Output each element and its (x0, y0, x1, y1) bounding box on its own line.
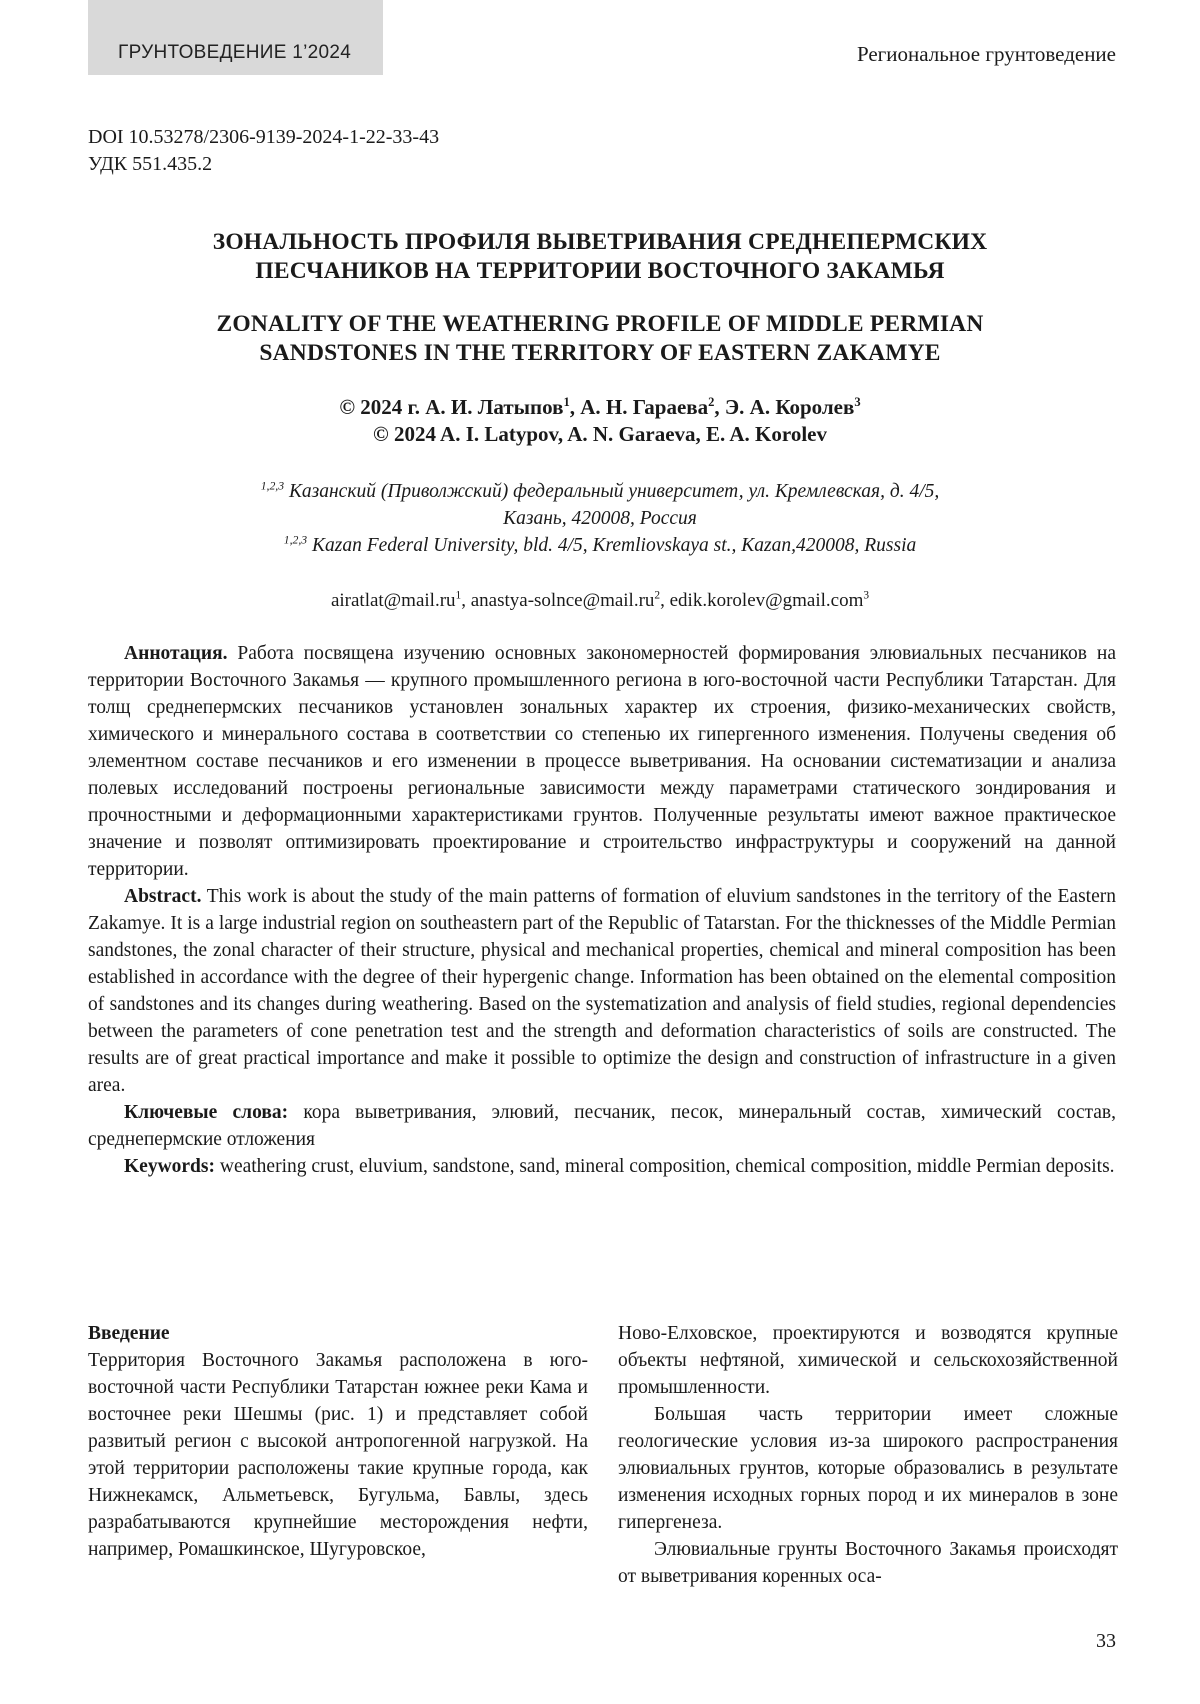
affiliation-ru-line1: $^{1,2,3}$ Казанский (Приволжский) федеральный университет, ул. Кремлевская, д. 4/5, (260, 479, 940, 502)
intro-paragraph-1: Территория Восточного Закамья расположена в юго-восточной части Республики Татарстан южнее реки Кама и восточнее реки Шешмы (рис. 1) и представляет собой развитый регион с высокой антропогенной нагрузкой. На этой территории расположены такие крупные города, как Нижнекамск, Альметьевск, Бугульма, Бавлы, здесь разрабатываются крупнейшие месторождения нефти, например, Ромашкинское, Шугуровское, (88, 1350, 588, 1560)
email-2[interactable]: anastya-solnce@mail.ru (470, 590, 655, 611)
intro-heading: Введение (88, 1323, 170, 1344)
journal-header-tab (88, 0, 383, 75)
title-ru-line1: ЗОНАЛЬНОСТЬ ПРОФИЛЯ ВЫВЕТРИВАНИЯ СРЕДНЕПЕРМСКИХ (212, 229, 988, 255)
title-en (0, 310, 1200, 368)
affiliation-block (0, 478, 1200, 559)
author-1: А. И. Латыпов (425, 395, 564, 419)
affiliation-en: $^{1,2,3}$ Kazan Federal University, bld. 4/5, Kremliovskaya st., Kazan,420008, Russia (283, 533, 917, 556)
abstract-ru: Аннотация. Работа посвящена изучению основных закономерностей формирования элювиальных песчаников на территории Восточного Закамья — крупного промышленного региона в юго-восточной части Республики Татарстан. Для толщ среднепермских песчаников установлен зональных характер их строения, физико-механических свойств, химического и минерального состава в соответствии со степенью их гипергенного изменения. Получены сведения об элементном составе песчаников и его изменении в процессе выветривания. На основании систематизации и анализа полевых исследований построены региональные зависимости между параметрами статического зондирования и прочностными и деформационными характеристиками грунтов. Полученные результаты имеют важное практическое значение и позволят оптимизировать проектирование и строительство инфраструктуры и сооружений на данной территории. (88, 643, 1116, 880)
intro-paragraph-3: Большая часть территории имеет сложные геологические условия из-за широкого распространения элювиальных грунтов, которые образовались в результате изменения исходных горных пород и их минералов в зоне гипергенеза. (618, 1404, 1118, 1533)
email-1[interactable]: airatlat@mail.ru (330, 590, 456, 611)
authors-ru: © 2024 г. А. И. Латыпов$^1$, А. Н. Гараева$^2$, Э. А. Королев$^3$ (339, 395, 861, 419)
keywords-en: Keywords: weathering crust, eluvium, sandstone, sand, mineral composition, chemical composition, middle Permian deposits. (124, 1156, 1115, 1177)
title-en-line1: ZONALITY OF THE WEATHERING PROFILE OF MIDDLE PERMIAN (216, 311, 984, 337)
doi[interactable]: DOI 10.53278/2306-9139-2024-1-22-33-43 (88, 126, 440, 148)
journal-name: ГРУНТОВЕДЕНИЕ 1’2024 (118, 42, 352, 63)
author-3: Э. А. Королев (724, 395, 855, 419)
email-3[interactable]: edik.korolev@gmail.com (669, 590, 864, 611)
affiliation-ru-line2: Казань, 420008, Россия (503, 508, 697, 529)
title-en-line2: SANDSTONES IN THE TERRITORY OF EASTERN ZAKAMYE (259, 340, 941, 366)
intro-paragraph-2: Ново-Елховское, проектируются и возводятся крупные объекты нефтяной, химической и сельскохозяйственной промышленности. (618, 1323, 1118, 1398)
article-identifiers (88, 124, 439, 178)
title-ru-line2: ПЕСЧАНИКОВ НА ТЕРРИТОРИИ ВОСТОЧНОГО ЗАКАМЬЯ (255, 258, 945, 284)
emails: $airatlat@mail.ru^1$, anastya-$solnce@mail.ru^2$, edik.korolev@gmail.com$^3$ (330, 589, 870, 611)
udk: УДК 551.435.2 (88, 153, 213, 175)
keywords-ru: Ключевые слова: кора выветривания, элювий, песчаник, песок, минеральный состав, химический состав, среднепермские отложения (88, 1102, 1117, 1150)
author-2: А. Н. Гараева (580, 395, 709, 419)
authors-en: © 2024 A. I. Latypov, A. N. Garaeva, E. A. Korolev (373, 422, 827, 446)
intro-left-column (88, 1320, 588, 1563)
section-name: Региональное грунтоведение (856, 42, 1116, 66)
authors-block (0, 394, 1200, 448)
abstract-section (88, 640, 1116, 1180)
intro-paragraph-4: Элювиальные грунты Восточного Закамья происходят от выветривания коренных оса- (618, 1539, 1118, 1587)
abstract-en: Abstract. This work is about the study of the main patterns of formation of eluvium sandstones in the territory of the Eastern Zakamye. It is a large industrial region on southeastern part of the Republic of Tatarstan. For the thicknesses of the Middle Permian sandstones, the zonal character of their structure, physical and mechanical properties, chemical and mineral composition has been established in accordance with the degree of their hypergenic change. Information has been obtained on the elemental composition of sandstones and its changes during weathering. Based on the systematization and analysis of field studies, regional dependencies between the parameters of cone penetration test and the strength and deformation characteristics of soils are constructed. The results are of great practical importance and make it possible to optimize the design and construction of infrastructure in a given area. (88, 886, 1116, 1096)
intro-right-column (618, 1320, 1118, 1590)
title-ru (0, 228, 1200, 286)
page-number: 33 (1096, 1630, 1116, 1652)
